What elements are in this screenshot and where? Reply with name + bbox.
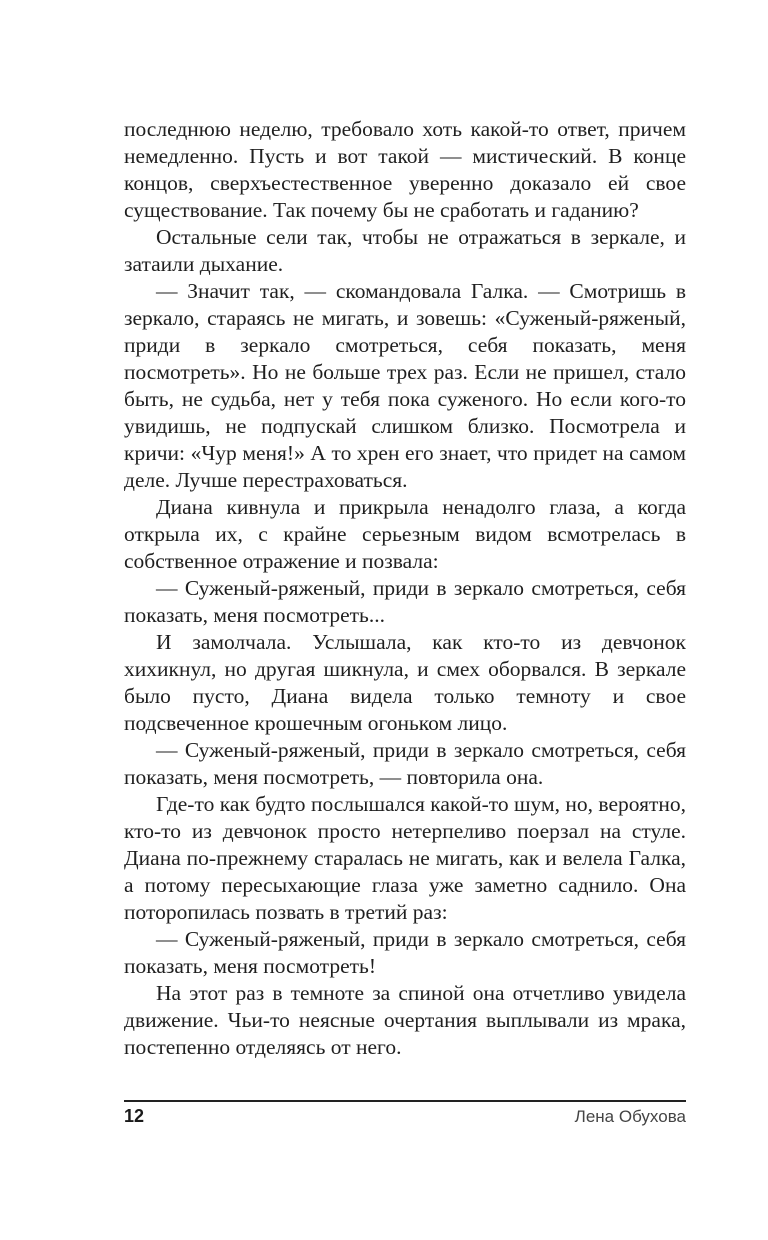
paragraph: Остальные сели так, чтобы не отражаться в зеркале, и затаили дыхание. xyxy=(124,225,686,276)
paragraph: На этот раз в темноте за спиной она отчетливо увидела движение. Чьи-то неясные очертания выплывали из мрака, постепенно отделяясь от него. xyxy=(124,981,686,1059)
page-content xyxy=(124,116,686,1061)
page-number: 12 xyxy=(124,1106,145,1126)
paragraph: И замолчала. Услышала, как кто-то из девчонок хихикнул, но другая шикнула, и смех оборвался. В зеркале было пусто, Диана видела только темноту и свое подсвеченное крошечным огоньком лицо. xyxy=(124,630,686,735)
body-text xyxy=(124,116,686,1061)
paragraph: последнюю неделю, требовало хоть какой-то ответ, причем немедленно. Пусть и вот такой — мистический. В конце концов, сверхъестественное уверенно доказало ей свое существование. Так почему бы не сработать и гаданию? xyxy=(124,117,686,222)
running-footer-author: Лена Обухова xyxy=(574,1107,686,1126)
paragraph: — Суженый-ряженый, приди в зеркало смотреться, себя показать, меня посмотреть... xyxy=(124,576,686,627)
page-footer xyxy=(124,1100,686,1127)
paragraph: — Значит так, — скомандовала Галка. — Смотришь в зеркало, стараясь не мигать, и зовешь: «Суженый-ряженый, приди в зеркало смотреться, себя показать, меня посмотреть». Но не больше трех раз. Если не пришел, стало быть, не судьба, нет у тебя пока суженого. Но если кого-то увидишь, не подпускай слишком близко. Посмотрела и кричи: «Чур меня!» А то хрен его знает, что придет на самом деле. Лучше перестраховаться. xyxy=(124,279,686,492)
paragraph: — Суженый-ряженый, приди в зеркало смотреться, себя показать, меня посмотреть! xyxy=(124,927,686,978)
paragraph: Диана кивнула и прикрыла ненадолго глаза, а когда открыла их, с крайне серьезным видом всмотрелась в собственное отражение и позвала: xyxy=(124,495,686,573)
paragraph: Где-то как будто послышался какой-то шум, но, вероятно, кто-то из девчонок просто нетерпеливо поерзал на стуле. Диана по-прежнему старалась не мигать, как и велела Галка, а потому пересыхающие глаза уже заметно саднило. Она поторопилась позвать в третий раз: xyxy=(124,792,686,924)
paragraph: — Суженый-ряженый, приди в зеркало смотреться, себя показать, меня посмотреть, — повторила она. xyxy=(124,738,686,789)
